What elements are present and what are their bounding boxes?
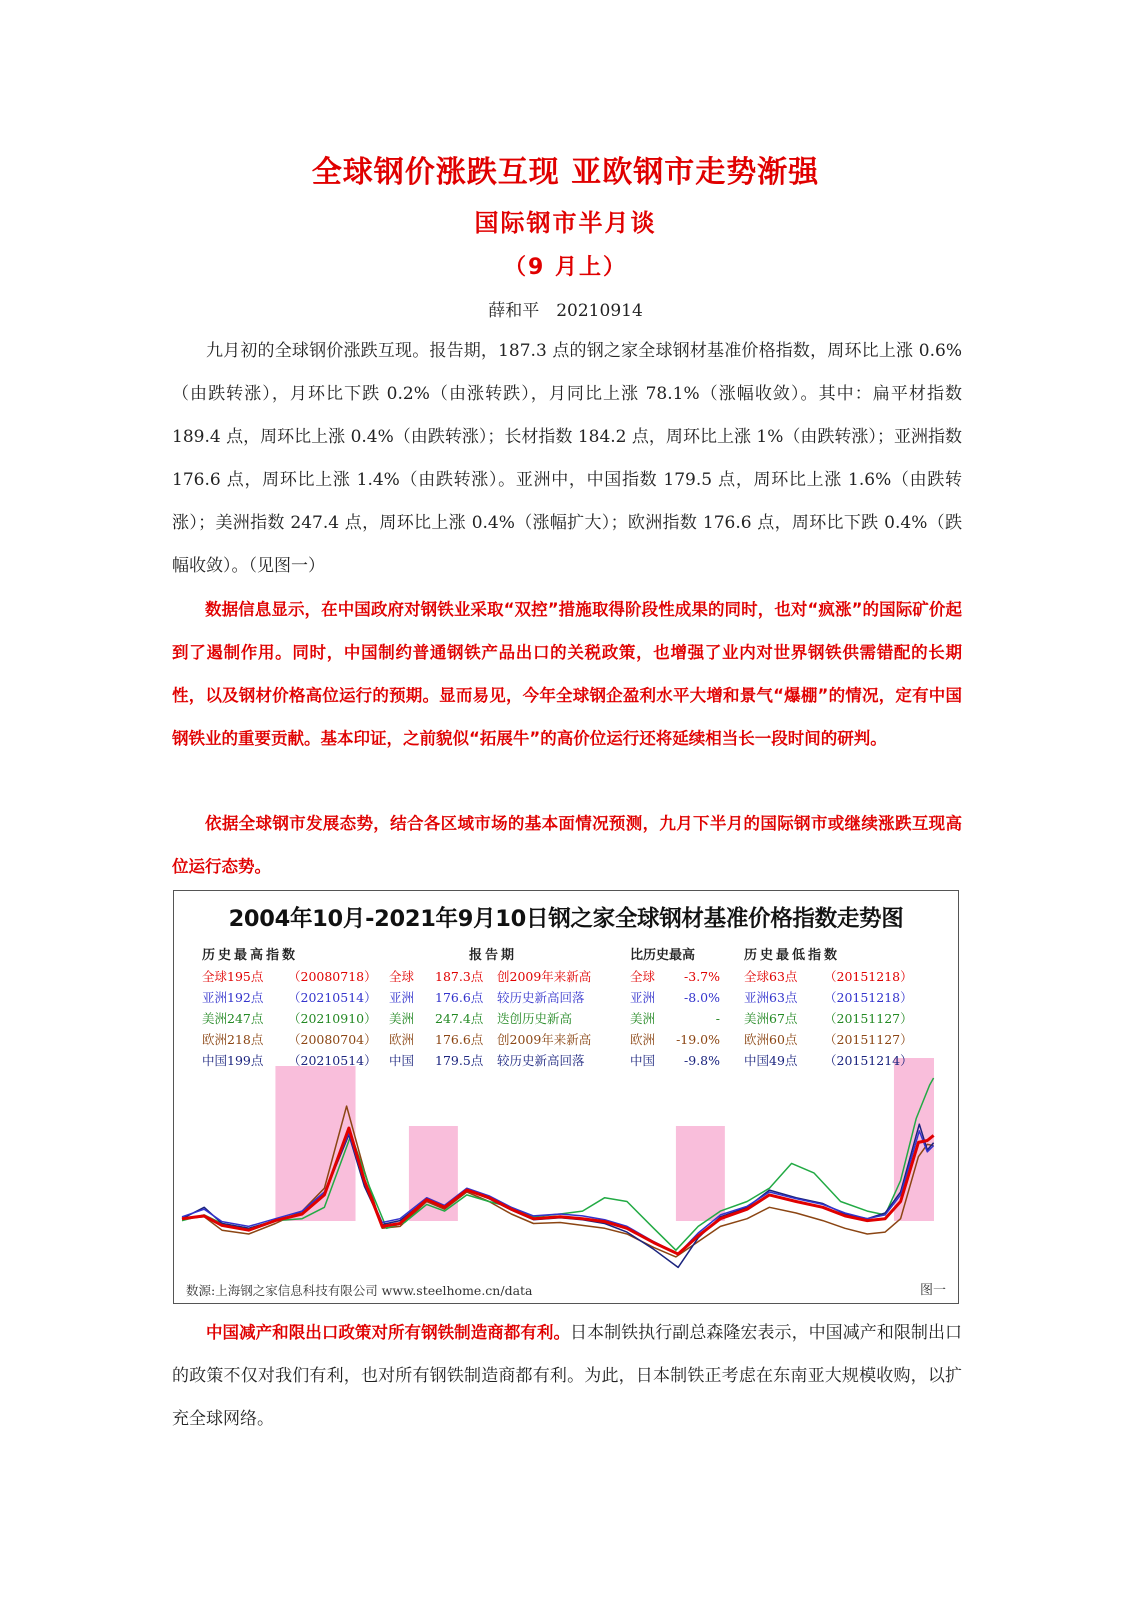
- report-header: 报告期: [469, 948, 518, 963]
- report-value: 179.5点: [435, 1053, 484, 1068]
- hist-high-row: [202, 1050, 377, 1071]
- vs-high-row: [630, 1008, 720, 1029]
- chart-source: 数源:上海钢之家信息科技有限公司 www.steelhome.cn/data: [186, 1283, 533, 1298]
- hist-high-column: [202, 945, 377, 1071]
- report-value: 176.6点: [435, 990, 484, 1005]
- vs-high-row: [630, 1050, 720, 1071]
- vs-value: -: [715, 1011, 720, 1026]
- hist-high-row: [202, 1008, 377, 1029]
- hist-low-row: [744, 1008, 913, 1029]
- low-value: 亚洲63点: [744, 990, 798, 1005]
- low-date: （20151218）: [824, 969, 913, 984]
- paragraph-forecast: 依据全球钢市发展态势，结合各区域市场的基本面情况预测，九月下半月的国际钢市或继续涨跌互现高位运行态势。: [172, 814, 962, 876]
- high-value: 亚洲192点: [202, 990, 264, 1005]
- low-value: 中国49点: [744, 1053, 798, 1068]
- vs-value: -19.0%: [676, 1032, 720, 1047]
- low-date: （20151127）: [824, 1011, 913, 1026]
- hist-high-row: [202, 987, 377, 1008]
- hist-high-row: [202, 1029, 377, 1050]
- high-value: 美洲247点: [202, 1011, 264, 1026]
- report-value: 187.3点: [435, 969, 484, 984]
- report-region: 亚洲: [389, 990, 415, 1005]
- report-column: [389, 945, 591, 1071]
- report-note: 较历史新高回落: [497, 1053, 585, 1068]
- author-date: 薛和平 20210914: [488, 301, 643, 321]
- paragraph-analysis: 数据信息显示，在中国政府对钢铁业采取“双控”措施取得阶段性成果的同时，也对“疯涨”的国际矿价起到了遏制作用。同时，中国制约普通钢铁产品出口的关税政策，也增强了业内对世界钢铁供需错配的长期性，以及钢材价格高位运行的预期。显而易见，今年全球钢企盈利水平大增和景气“爆棚”的情况，定有中国钢铁业的重要贡献。基本印证，之前貌似“拓展牛”的高价位运行还将延续相当长一段时间的研判。: [172, 600, 962, 748]
- vs-high-column: [630, 945, 720, 1071]
- document-period: （9 月上）: [504, 255, 627, 280]
- vs-high-row: [630, 987, 720, 1008]
- hist-low-header: 历史最低指数: [744, 948, 841, 963]
- vs-region: 亚洲: [630, 990, 656, 1005]
- vs-region: 欧洲: [630, 1032, 656, 1047]
- high-date: （20210910）: [288, 1011, 377, 1026]
- document-title: 全球钢价涨跌互现 亚欧钢市走势渐强: [311, 155, 820, 190]
- high-date: （20210514）: [288, 1053, 377, 1068]
- report-region: 中国: [389, 1053, 415, 1068]
- high-date: （20210514）: [288, 990, 377, 1005]
- document-subtitle: 国际钢市半月谈: [474, 209, 657, 237]
- high-date: （20080704）: [288, 1032, 377, 1047]
- vs-high-header: 比历史最高: [630, 948, 696, 963]
- low-value: 欧洲60点: [744, 1032, 798, 1047]
- report-row: [389, 1008, 591, 1029]
- paragraph-japan: [172, 1311, 962, 1441]
- vs-high-row: [630, 1029, 720, 1050]
- report-note: 创2009年来新高: [497, 969, 592, 984]
- high-value: 全球195点: [202, 969, 264, 984]
- hist-high-row: [202, 966, 377, 987]
- hist-low-row: [744, 987, 913, 1008]
- hist-low-column: [744, 945, 913, 1071]
- report-region: 美洲: [389, 1011, 415, 1026]
- vs-value: -8.0%: [684, 990, 720, 1005]
- vs-value: -9.8%: [684, 1053, 720, 1068]
- hist-high-header: 历史最高指数: [202, 948, 299, 963]
- low-date: （20151214）: [824, 1053, 913, 1068]
- chart-title: 2004年10月-2021年9月10日钢之家全球钢材基准价格指数走势图: [228, 906, 904, 932]
- report-row: [389, 987, 591, 1008]
- figure-chart: [173, 890, 959, 1304]
- figure-label: 图一: [919, 1283, 946, 1298]
- paragraph-summary: 九月初的全球钢价涨跌互现。报告期，187.3 点的钢之家全球钢材基准价格指数，周环比上涨 0.6%（由跌转涨），月环比下跌 0.2%（由涨转跌），月同比上涨 78.1%（涨幅收敛）。其中：扁平材指数 189.4 点，周环比上涨 0.4%（由跌转涨）；长材指数 184.2 点，周环比上涨 1%（由跌转涨）；亚洲指数 176.6 点，周环比上涨 1.4%（由跌转涨）。亚洲中，中国指数 179.5 点，周环比上涨 1.6%（由跌转涨）；美洲指数 247.4 点，周环比上涨 0.4%（涨幅扩大）；欧洲指数 176.6 点，周环比下跌 0.4%（跌幅收敛）。（见图一）: [172, 341, 962, 576]
- report-region: 全球: [389, 969, 415, 984]
- vs-region: 中国: [630, 1053, 656, 1068]
- vs-region: 美洲: [630, 1011, 656, 1026]
- hist-low-row: [744, 1029, 913, 1050]
- hist-low-row: [744, 966, 913, 987]
- low-date: （20151218）: [824, 990, 913, 1005]
- high-value: 欧洲218点: [202, 1032, 264, 1047]
- vs-region: 全球: [630, 969, 656, 984]
- highlight-period: [676, 1126, 725, 1221]
- report-note: 创2009年来新高: [497, 1032, 592, 1047]
- vs-value: -3.7%: [684, 969, 720, 984]
- vs-high-row: [630, 966, 720, 987]
- report-note: 较历史新高回落: [497, 990, 585, 1005]
- low-date: （20151127）: [824, 1032, 913, 1047]
- hist-low-row: [744, 1050, 913, 1071]
- report-value: 247.4点: [435, 1011, 484, 1026]
- report-region: 欧洲: [389, 1032, 415, 1047]
- paragraph-japan-text: 日本制铁执行副总森隆宏表示，中国减产和限制出口的政策不仅对我们有利，也对所有钢铁制造商都有利。为此，日本制铁正考虑在东南亚大规模收购，以扩充全球网络。: [172, 1323, 962, 1429]
- paragraph-japan-highlight: 中国减产和限出口政策对所有钢铁制造商都有利。: [206, 1323, 570, 1342]
- report-note: 迭创历史新高: [497, 1011, 573, 1026]
- low-value: 美洲67点: [744, 1011, 798, 1026]
- report-value: 176.6点: [435, 1032, 484, 1047]
- report-row: [389, 966, 591, 987]
- report-row: [389, 1050, 591, 1071]
- high-value: 中国199点: [202, 1053, 264, 1068]
- low-value: 全球63点: [744, 969, 798, 984]
- high-date: （20080718）: [288, 969, 377, 984]
- report-row: [389, 1029, 591, 1050]
